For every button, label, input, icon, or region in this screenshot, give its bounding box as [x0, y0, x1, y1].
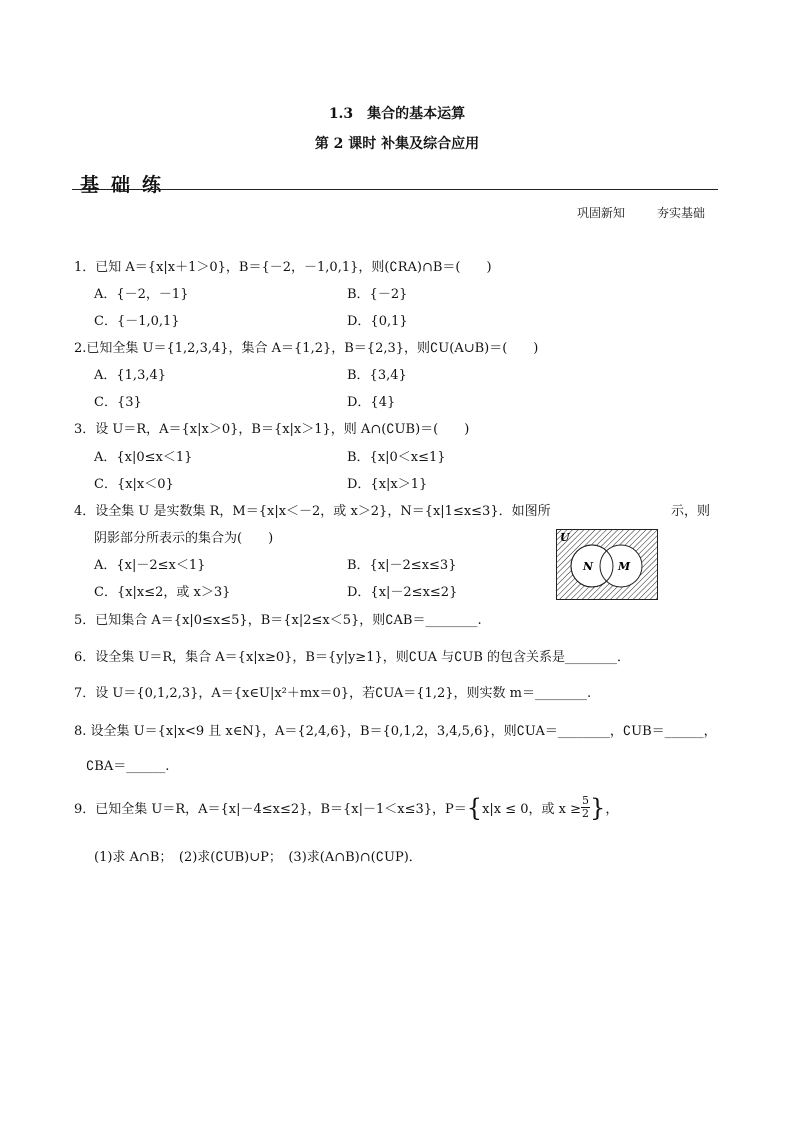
question-3-option-b: B．{x|0＜x≤1}: [347, 450, 446, 465]
question-1-option-b: B．{－2}: [347, 287, 408, 302]
question-2-stem: 2.已知全集 U＝{1,2,3,4}，集合 A＝{1,2}，B＝{2,3}，则∁U(A∪B)＝( ): [74, 341, 539, 356]
set-brace-left: {: [466, 793, 483, 822]
lesson-subtitle: 第 2 课时 补集及综合应用: [314, 136, 480, 152]
question-4-stem: 4．设全集 U 是实数集 R，M＝{x|x＜－2，或 x＞2}，N＝{x|1≤x≤3}．如图所: [74, 504, 551, 519]
question-4-stem-line2: 阴影部分所表示的集合为( ): [94, 531, 274, 546]
question-1-option-a: A．{－2，－1}: [94, 287, 189, 302]
question-5-stem: 5．已知集合 A＝{x|0≤x≤5}，B＝{x|2≤x＜5}，则∁AB＝________.: [74, 613, 482, 628]
venn-label-u: U: [560, 531, 570, 544]
question-1-stem: 1．已知 A＝{x|x＋1＞0}，B＝{－2，－1,0,1}，则(∁RA)∩B＝( ): [74, 260, 492, 275]
question-3-option-a: A．{x|0≤x＜1}: [94, 450, 193, 465]
page-title: 1.3 集合的基本运算: [328, 106, 466, 122]
venn-label-n: N: [583, 560, 594, 573]
section-tag-consolidate: 巩固新知: [577, 206, 626, 220]
question-6-stem: 6．设全集 U＝R，集合 A＝{x|x≥0}，B＝{y|y≥1}，则∁UA 与∁UB 的包含关系是________．: [74, 650, 631, 665]
question-8-stem: 8. 设全集 U＝{x|x<9 且 x∈N}，A＝{2,4,6}，B＝{0,1,2，3,4,5,6}，则∁UA＝________，∁UB＝______，: [74, 724, 717, 739]
question-1-option-c: C．{－1,0,1}: [94, 314, 180, 329]
question-3-stem: 3．设 U＝R，A＝{x|x＞0}，B＝{x|x＞1}，则 A∩(∁UB)＝( ): [74, 422, 470, 437]
question-4-stem-tail: 示，则: [671, 504, 711, 519]
question-9-parts: (1)求 A∩B； (2)求(∁UB)∪P； (3)求(A∩B)∩(∁UP)．: [94, 850, 422, 865]
venn-label-m: M: [618, 560, 631, 573]
fraction-five-halves: [581, 795, 590, 820]
venn-diagram: [556, 529, 658, 600]
question-4-option-d: D．{x|－2≤x≤2}: [347, 585, 458, 600]
section-tag-foundation: 夯实基础: [657, 206, 706, 220]
question-9-stem: [74, 795, 618, 820]
question-3-option-c: C．{x|x＜0}: [94, 477, 174, 492]
set-brace-right: }: [590, 793, 606, 822]
fraction-numerator: 5: [582, 794, 590, 807]
question-2-option-b: B．{3,4}: [347, 368, 407, 383]
question-7-stem: 7．设 U＝{0,1,2,3}，A＝{x∈U|x²＋mx＝0}，若∁UA＝{1,2}，则实数 m＝________.: [74, 686, 592, 701]
question-2-option-c: C．{3}: [94, 395, 142, 410]
question-2-option-d: D．{4}: [347, 395, 396, 410]
question-4-option-a: A．{x|－2≤x＜1}: [94, 558, 206, 573]
question-8-stem-line2: ∁BA＝______.: [86, 759, 170, 774]
question-9-text-tail: ，: [605, 802, 619, 817]
question-1-option-d: D．{0,1}: [347, 314, 408, 329]
question-3-option-d: D．{x|x＞1}: [347, 477, 428, 492]
question-9-text: 9．已知全集 U＝R，A＝{x|－4≤x≤2}，B＝{x|－1＜x≤3}，P＝: [74, 802, 467, 817]
section-heading: 基础练: [80, 174, 174, 196]
question-2-option-a: A．{1,3,4}: [94, 368, 167, 383]
question-4-option-c: C．{x|x≤2，或 x＞3}: [94, 585, 231, 600]
question-4-option-b: B．{x|－2≤x≤3}: [347, 558, 457, 573]
question-9-set-condition: x|x ≤ 0，或 x ≥: [482, 802, 582, 817]
fraction-denominator: 2: [582, 807, 590, 820]
section-divider: [72, 189, 718, 190]
